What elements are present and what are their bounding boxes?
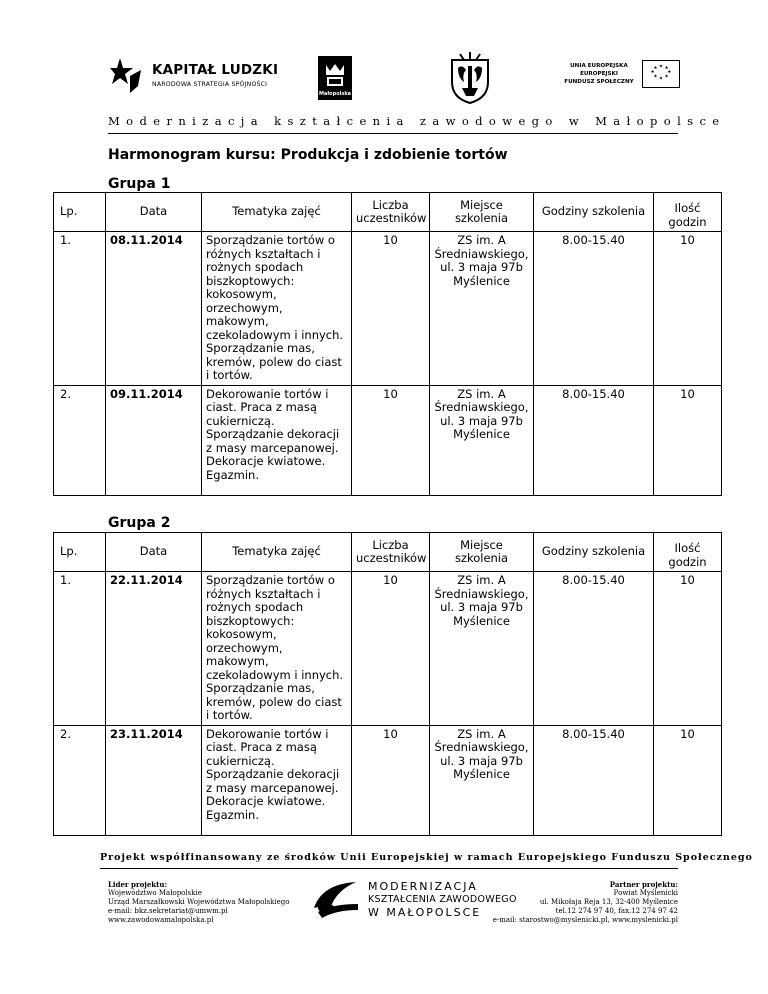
col-header-data: Data: [106, 193, 202, 232]
partner-line4: e-mail: starostwo@myslenicki.pl, www.myslenicki.pl: [492, 916, 678, 924]
cell-ilosc: 10: [654, 385, 722, 495]
kapital-ludzki-star-icon: [110, 56, 142, 94]
svg-text:★: ★: [650, 70, 655, 76]
svg-text:★: ★: [667, 70, 672, 76]
kapital-ludzki-logo: [110, 56, 280, 98]
lider-line4: www.zawodowamalopolska.pl: [108, 916, 214, 924]
table-row: [54, 385, 722, 495]
cell-tematyka: Sporządzanie tortów o różnych kształtach i rożnych spodach biszkoptowych: kokosowym, orzechowym, makowym, czekoladowym i innych. Sporządzanie mas, kremów, polew do ciast i tortów.: [202, 232, 352, 386]
cell-data: 08.11.2014: [106, 232, 202, 386]
col-header-godziny: Godziny szkolenia: [534, 533, 654, 572]
eu-logo: [560, 60, 680, 94]
col-header-godziny: Godziny szkolenia: [534, 193, 654, 232]
cell-miejsce: ZS im. A Średniawskiego, ul. 3 maja 97b Myślenice: [430, 572, 534, 726]
col-header-ilosc: Ilość godzin: [654, 533, 722, 572]
svg-text:★: ★: [664, 65, 669, 71]
svg-text:★: ★: [658, 64, 664, 70]
cell-tematyka: Dekorowanie tortów i ciast. Praca z masą cukierniczą. Sporządzanie dekoracji z masy marcepanowej. Dekoracje kwiatowe. Egazmin.: [202, 385, 352, 495]
svg-text:★: ★: [653, 74, 658, 80]
lider-line3: e-mail: bkz.sekretariat@umwm.pl: [108, 907, 228, 915]
table-row: [54, 572, 722, 726]
table-header-row: [54, 193, 722, 232]
cell-data: 23.11.2014: [106, 725, 202, 835]
cell-ilosc: 10: [654, 725, 722, 835]
cell-miejsce: ZS im. A Średniawskiego, ul. 3 maja 97b Myślenice: [430, 725, 534, 835]
coat-of-arms-icon: [446, 52, 494, 104]
lider-line2: Urząd Marszałkowski Województwa Małopolskiego: [108, 898, 290, 906]
table-row: [54, 725, 722, 835]
mkz-line3: W MAŁOPOLSCE: [368, 906, 482, 919]
cell-miejsce: ZS im. A Średniawskiego, ul. 3 maja 97b Myślenice: [430, 232, 534, 386]
col-header-lp: Lp.: [54, 533, 106, 572]
project-leader-info: [108, 880, 328, 925]
eu-flag-icon: [642, 60, 680, 88]
cell-lp: 1.: [54, 572, 106, 726]
header-divider: [108, 133, 678, 134]
cell-liczba: 10: [352, 385, 430, 495]
svg-text:★: ★: [658, 76, 664, 82]
col-header-liczba: Liczba uczestników: [352, 193, 430, 232]
cell-liczba: 10: [352, 572, 430, 726]
cell-lp: 2.: [54, 725, 106, 835]
malopolska-label: Małopolska: [318, 91, 352, 97]
cell-data: 09.11.2014: [106, 385, 202, 495]
cell-tematyka: Sporządzanie tortów o różnych kształtach i rożnych spodach biszkoptowych: kokosowym, orzechowym, makowym, czekoladowym i innych. Sporządzanie mas, kremów, polew do ciast i tortów.: [202, 572, 352, 726]
header-motto: Modernizacja kształcenia zawodowego w Małopolsce: [108, 114, 726, 128]
mkz-line2: KSZTAŁCENIA ZAWODOWEGO: [368, 894, 517, 905]
partner-heading: Partner projektu:: [609, 880, 678, 889]
cell-godziny: 8.00-15.40: [534, 232, 654, 386]
table-header-row: [54, 533, 722, 572]
cell-godziny: 8.00-15.40: [534, 385, 654, 495]
page-title: Harmonogram kursu: Produkcja i zdobienie tortów: [108, 147, 508, 163]
cell-lp: 1.: [54, 232, 106, 386]
col-header-tematyka: Tematyka zajęć: [202, 533, 352, 572]
cofinancing-note: Projekt współfinansowany ze środków Unii Europejskiej w ramach Europejskiego Funduszu Społecznego: [100, 852, 753, 863]
partner-line2: ul. Mikołaja Reja 13, 32-400 Myślenice: [539, 898, 678, 906]
cell-lp: 2.: [54, 385, 106, 495]
cell-data: 22.11.2014: [106, 572, 202, 726]
project-partner-info: [470, 880, 678, 925]
lider-line1: Województwo Małopolskie: [108, 889, 202, 897]
malopolska-logo: [318, 56, 352, 100]
col-header-ilosc: Ilość godzin: [654, 193, 722, 232]
cell-liczba: 10: [352, 232, 430, 386]
cell-miejsce: ZS im. A Średniawskiego, ul. 3 maja 97b Myślenice: [430, 385, 534, 495]
eu-label-line3: FUNDUSZ SPOŁECZNY: [564, 79, 634, 85]
partner-line1: Powiat Myślenicki: [613, 889, 678, 897]
col-header-miejsce: Miejsce szkolenia: [430, 193, 534, 232]
eu-label-line1: UNIA EUROPEJSKA: [570, 63, 628, 69]
eu-label-line2: EUROPEJSKI: [580, 71, 618, 77]
cell-godziny: 8.00-15.40: [534, 725, 654, 835]
mkz-logo-icon: [312, 878, 360, 920]
eu-label: [560, 62, 638, 86]
partner-line3: tel.12 274 97 40, fax.12 274 97 42: [555, 907, 678, 915]
col-header-lp: Lp.: [54, 193, 106, 232]
col-header-miejsce: Miejsce szkolenia: [430, 533, 534, 572]
svg-text:★: ★: [653, 65, 658, 71]
col-header-liczba: Liczba uczestników: [352, 533, 430, 572]
cell-liczba: 10: [352, 725, 430, 835]
col-header-data: Data: [106, 533, 202, 572]
cell-godziny: 8.00-15.40: [534, 572, 654, 726]
malopolska-crown-icon: [324, 61, 346, 87]
kapital-ludzki-title: KAPITAŁ LUDZKI: [152, 62, 279, 78]
cell-ilosc: 10: [654, 232, 722, 386]
group-2-title: Grupa 2: [108, 515, 171, 531]
schedule-table-group-2: [53, 532, 722, 836]
table-row: [54, 232, 722, 386]
cell-ilosc: 10: [654, 572, 722, 726]
lider-heading: Lider projektu:: [108, 880, 168, 889]
cell-tematyka: Dekorowanie tortów i ciast. Praca z masą cukierniczą. Sporządzanie dekoracji z masy marcepanowej. Dekoracje kwiatowe. Egazmin.: [202, 725, 352, 835]
kapital-ludzki-subtitle: NARODOWA STRATEGIA SPÓJNOŚCI: [152, 81, 268, 88]
col-header-tematyka: Tematyka zajęć: [202, 193, 352, 232]
group-1-title: Grupa 1: [108, 176, 171, 192]
footer-divider: [100, 868, 678, 869]
svg-text:★: ★: [664, 74, 669, 80]
mkz-line1: MODERNIZACJA: [368, 880, 478, 893]
schedule-table-group-1: [53, 192, 722, 496]
